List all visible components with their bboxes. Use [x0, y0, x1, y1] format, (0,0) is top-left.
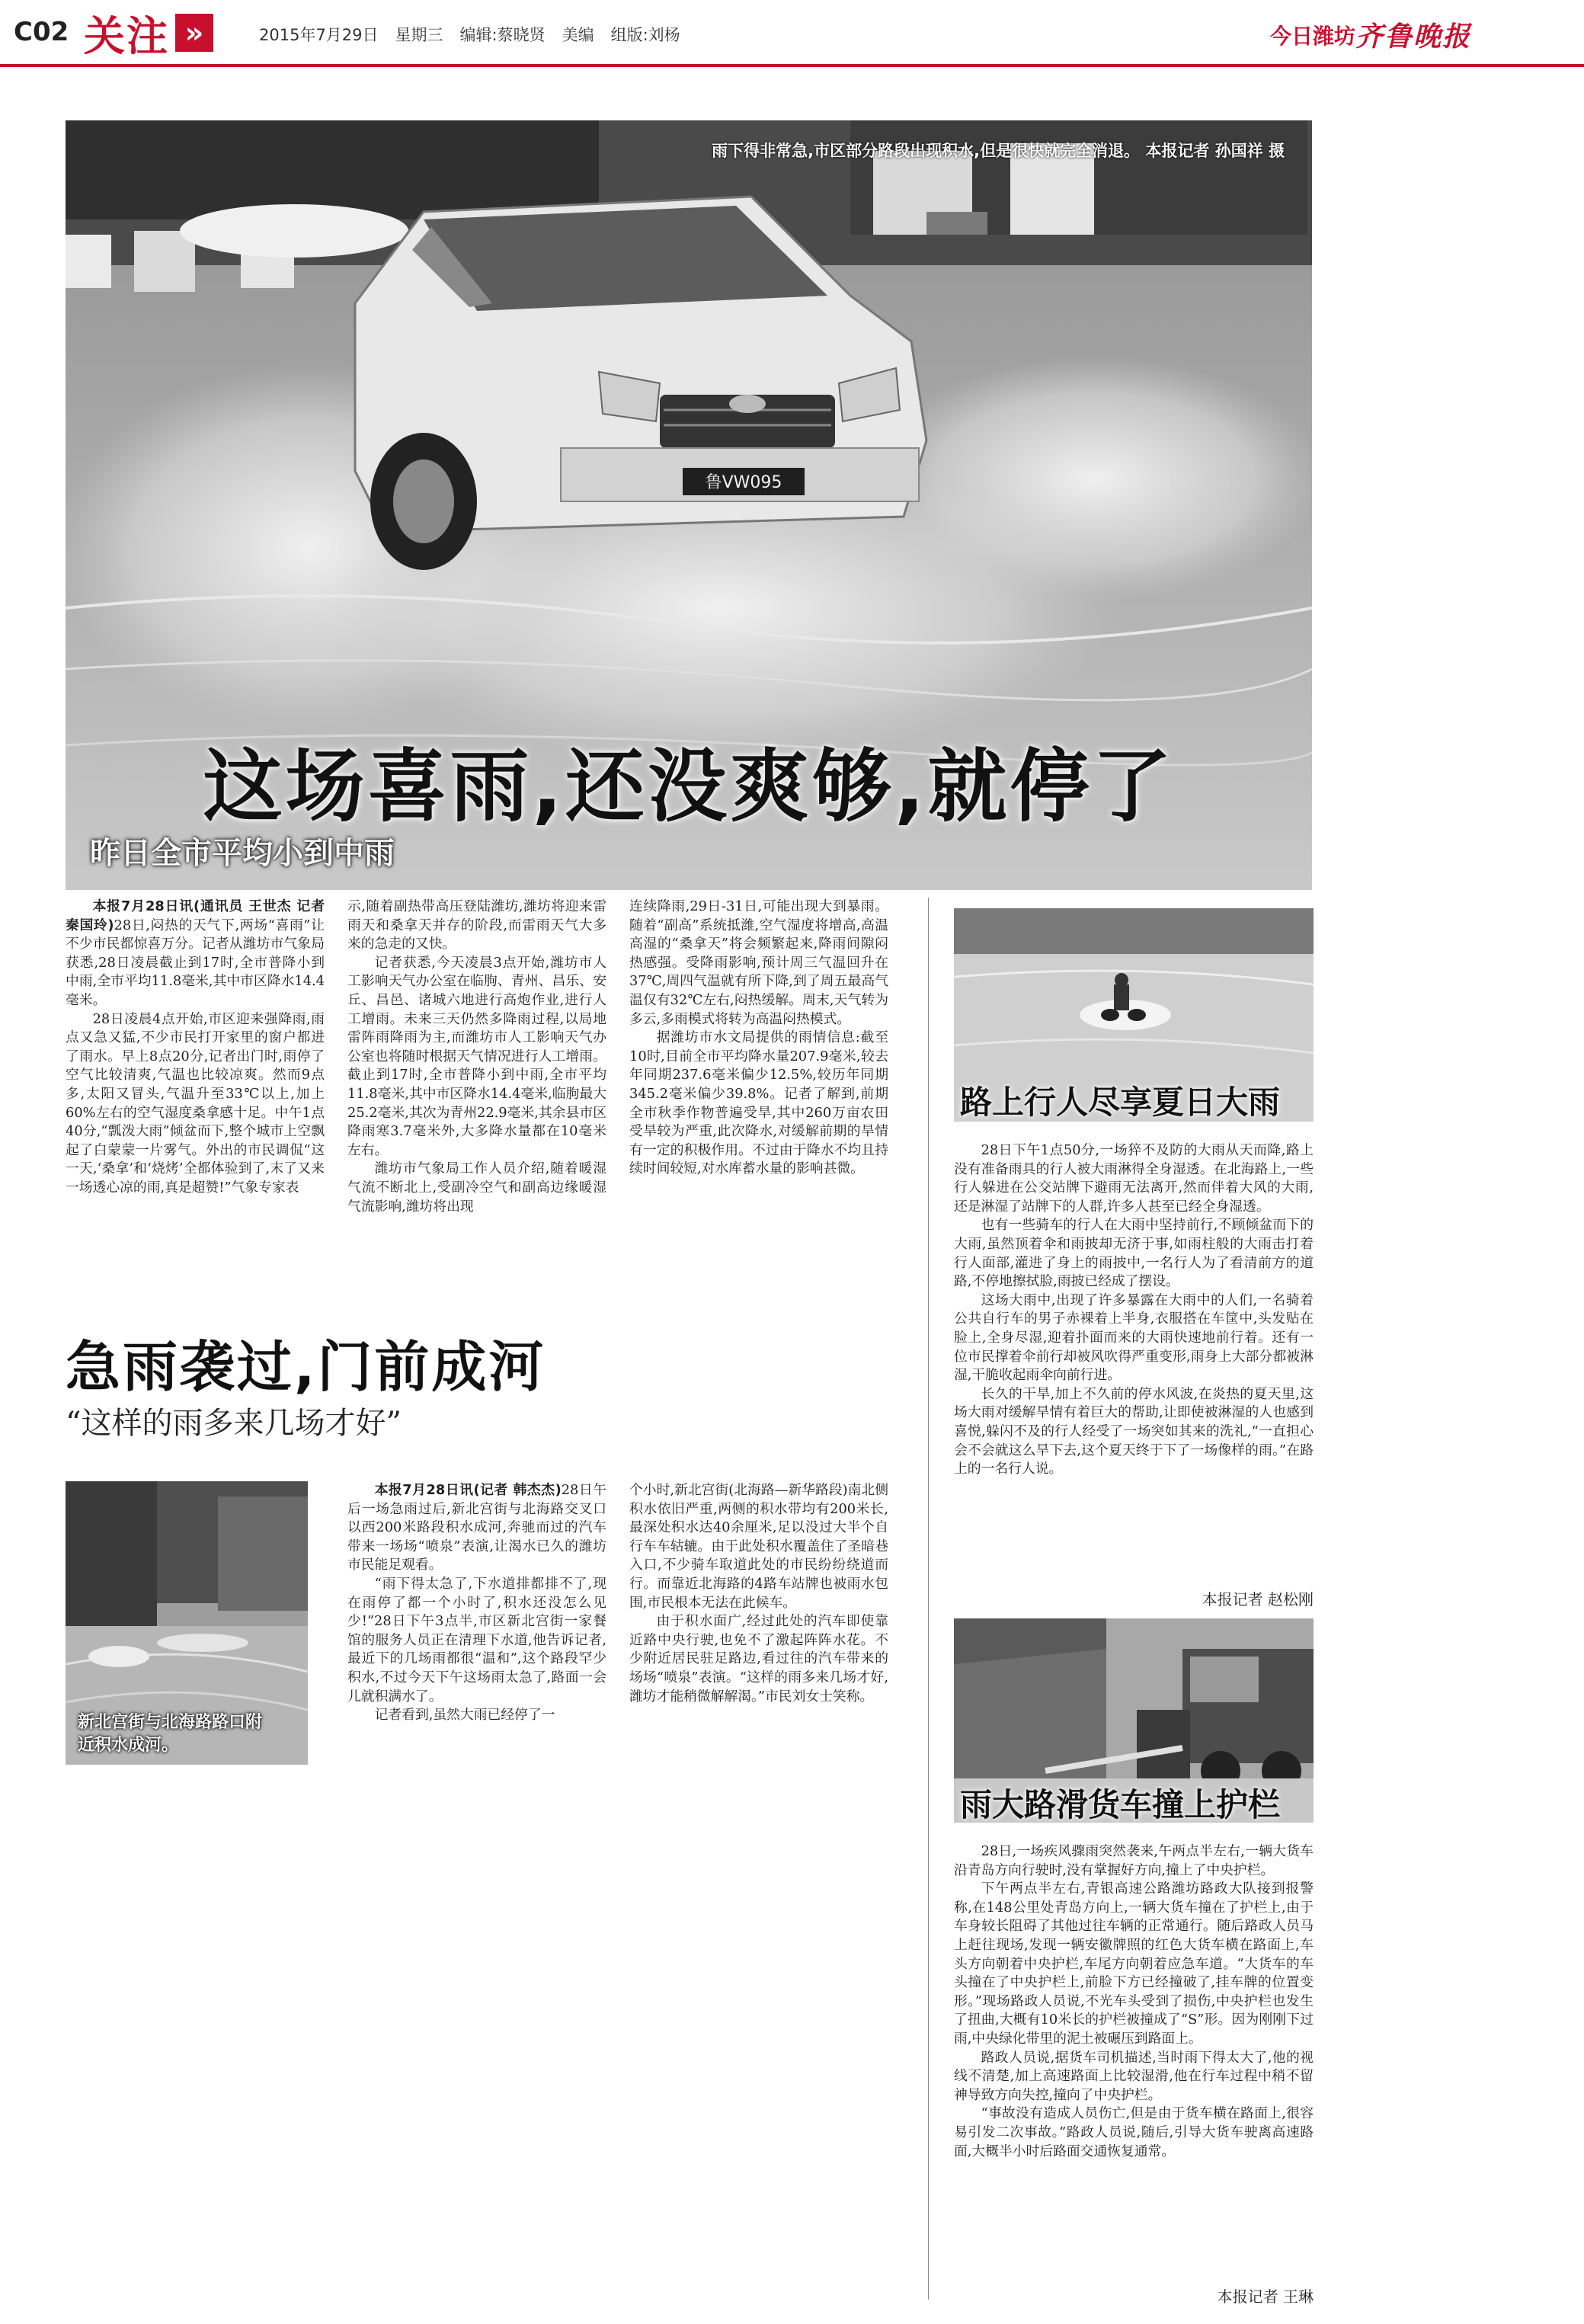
story2-paragraph: 记者看到,虽然大雨已经停了一 — [374, 1707, 555, 1724]
story2-subheadline: “这样的雨多来几场才好” — [66, 1406, 402, 1441]
issue-meta — [259, 23, 680, 46]
story4-paragraph: “事故没有造成人员伤亡,但是由于货车横在路面上,很容易引发二次事故。”路政人员说,随后,引导大货车驶离高速路面,大概半小时后路面交通恢复通常。 — [954, 2105, 1314, 2159]
story1-paragraph: 示,随着副热带高压登陆潍坊,潍坊将迎来雷雨天和桑拿天并存的阶段,而雷雨天气大多来的急走的又快。 — [347, 898, 606, 952]
story2-paragraph: 28日午后一场急雨过后,新北宫街与北海路交叉口以西200米路段积水成河,奔驰而过的汽车带来一场场“喷泉”表演,让渴水已久的潍坊市民能足观看。 — [347, 1482, 606, 1573]
story3-paragraph: 28日下午1点50分,一场猝不及防的大雨从天而降,路上没有准备雨具的行人被大雨淋得全身湿透。在北海路上,一些行人躲进在公交站牌下避雨无法离开,然而伴着大风的大雨,还是淋湿了站牌下的人群,许多人甚至已经全身湿透。 — [954, 1142, 1314, 1215]
story4-headline: 雨大路滑货车撞上护栏 — [960, 1786, 1281, 1823]
story4-paragraph: 28日,一场疾风骤雨突然袭来,午两点半左右,一辆大货车沿青岛方向行驶时,没有掌握好方向,撞上了中央护栏。 — [954, 1843, 1314, 1878]
story2-paragraph: “雨下得太急了,下水道排都排不了,现在雨停了都一个小时了,积水还没怎么见少!”28日下午3点半,市区新北宫街一家餐馆的服务人员正在清理下水道,他告诉记者,最近下的几场雨都很“温和”,这个路段罕少积水,不过今天下午这场雨太急了,路面一会儿就积满水了。 — [347, 1575, 606, 1705]
story1-column-3 — [629, 898, 888, 1179]
header-rule — [0, 64, 1584, 67]
story3-paragraph: 长久的干旱,加上不久前的停水风波,在炎热的夏天里,这场大雨对缓解旱情有着巨大的帮助,让即使被淋湿的人也感到喜悦,躲闪不及的行人经受了一场突如其来的洗礼,“一直担心会不会就这么旱下去,这个夏天终于下了一场像样的雨。”在路上的一名行人说。 — [954, 1385, 1314, 1477]
column-divider — [928, 898, 929, 2300]
issue-weekday: 星期三 — [395, 26, 443, 44]
story4-paragraph: 下午两点半左右,青银高速公路潍坊路政大队接到报警称,在148公里处青岛方向上,一辆大货车撞在了护栏上,由于车身较长阻碍了其他过往车辆的正常通行。随后路政人员马上赶往现场,发现一辆安徽牌照的红色大货车横在路面上,车头方向朝着中央护栏,车尾方向朝着应急车道。“大货车的车头撞在了中央护栏上,前脸下方已经撞破了,挂车牌的位置变形。”现场路政人员说,不光车头受到了损伤,中央护栏也发生了扭曲,大概有10米长的护栏被撞成了“S”形。因为刚刚下过雨,中央绿化带里的泥土被碾压到路面上。 — [954, 1881, 1314, 2047]
story2-column-2 — [629, 1481, 888, 1706]
flooded-photo-caption-line-1: 新北宫街与北海路路口附 — [78, 1713, 263, 1732]
story2-column-1 — [347, 1481, 606, 1725]
license-plate: 鲁VW095 — [705, 473, 782, 492]
story1-paragraph: 潍坊市气象局工作人员介绍,随着暖湿气流不断北上,受副冷空气和副高边缘暖湿气流影响,潍坊将出现 — [347, 1160, 606, 1215]
section-name: 关注 — [84, 11, 169, 60]
story3-body — [954, 1141, 1314, 1479]
story1-paragraph: 28日,闷热的天气下,两场“喜雨”让不少市民都惊喜万分。记者从潍坊市气象局获悉,28日凌晨截止到17时,全市普降小到中雨,全市平均11.8毫米,其中市区降水14.4毫米。 — [66, 917, 325, 1008]
hero-photo — [66, 120, 1312, 890]
section-tag — [84, 9, 213, 60]
page-number: C02 — [14, 17, 69, 47]
flooded-photo-caption-line-2: 近积水成河。 — [78, 1736, 179, 1755]
story1-column-2 — [347, 898, 606, 1216]
editor-credit: 编辑:蔡晓贤 — [459, 26, 546, 44]
story1-paragraph: 记者获悉,今天凌晨3点开始,潍坊市人工影响天气办公室在临朐、青州、昌乐、安丘、昌邑、诸城六地进行高炮作业,进行人工增雨。未来三天仍然多降雨过程,以局地雷阵雨降雨为主,而潍坊市人工影响天气办公室也将随时根据天气情况进行人工增雨。截止到17时,全市普降小到中雨,全市平均11.8毫米,其中市区降水14.4毫米,临朐最大25.2毫米,其次为青州22.9毫米,其余县市区降雨寒3.7毫米外,大多降水量都在10毫米左右。 — [347, 954, 606, 1158]
story3-headline: 路上行人尽享夏日大雨 — [960, 1084, 1281, 1121]
story1-paragraph: 连续降雨,29日-31日,可能出现大到暴雨。随着“副高”系统抵潍,空气湿度将增高,高温高湿的“桑拿天”将会频繁起来,降雨间隙闷热感强。受降雨影响,预计周三气温回升在37℃,周四气温就有所下降,到了周五最高气温仅有32℃左右,闷热缓解。周末,天气转为多云,多雨模式将转为高温闷热模式。 — [629, 898, 888, 1027]
story1-lead: 本报7月28日讯(通讯员 王世杰 记者 秦国玲) — [66, 898, 325, 933]
story4-paragraph: 路政人员说,据货车司机描述,当时雨下得太大了,他的视线不清楚,加上高速路面上比较湿滑,他在行车过程中稍不留神导致方向失控,撞向了中央护栏。 — [954, 2049, 1314, 2103]
story3-paragraph: 这场大雨中,出现了许多暴露在大雨中的人们,一名骑着公共自行车的男子赤裸着上半身,衣服搭在车筐中,头发贴在脸上,全身尽湿,迎着扑面而来的大雨快速地前行着。还有一位市民撑着伞前行却被风吹得严重变形,雨身上大部分都被淋湿,干脆收起雨伞向前行进。 — [954, 1292, 1314, 1384]
story2-lead: 本报7月28日讯(记者 韩杰杰) — [374, 1482, 562, 1498]
story2-paragraph: 个小时,新北宫街(北海路—新华路段)南北侧积水依旧严重,两侧的积水带均有200米长,最深处积水达40余厘米,足以没过大半个自行车车轱辘。由于此处积水覆盖住了圣暗巷入口,不少骑车取道此处的市民纷纷绕道而行。而靠近北海路的4路车站牌也被雨水包围,市民根本无法在此候车。 — [629, 1482, 888, 1611]
main-subheadline: 昨日全市平均小到中雨 — [90, 836, 395, 871]
story3-paragraph: 也有一些骑车的行人在大雨中坚持前行,不顾倾盆而下的大雨,虽然顶着伞和雨披却无济于事,如雨柱般的大雨击打着行人面部,灌进了身上的雨披中,一名行人为了看清前方的道路,不停地擦拭脸,雨披已经成了摆设。 — [954, 1217, 1314, 1290]
story1-paragraph: 据潍坊市水文局提供的雨情信息:截至10时,目前全市平均降水量207.9毫米,较去年同期237.6毫米偏少12.5%,较历年同期345.2毫米偏少39.8%。记者了解到,前期全市秋季作物普遍受旱,其中260万亩农田受旱较为严重,此次降水,对缓解前期的旱情有一定的积极作用。不过由于降水不均且持续时间较短,对水库蓄水量的影响甚微。 — [629, 1029, 888, 1177]
story1-column-1 — [66, 898, 325, 1198]
story1-paragraph: 28日凌晨4点开始,市区迎来强降雨,雨点又急又猛,不少市民打开家里的窗户都进了雨水。早上8点20分,记者出门时,雨停了空气比较清爽,气温也比较凉爽。然而9点多,太阳又冒头,气温升至33℃以上,加上60%左右的空气湿度桑拿感十足。中午1点40分,“瓢泼大雨”倾盆而下,整个城市上空飘起了白蒙蒙一片雾气。外出的市民调侃“这一天,‘桑拿’和‘烧烤’全都体验到了,末了又来一场透心凉的雨,真是超赞!”气象专家表 — [66, 1010, 325, 1196]
cyclist-in-rain-photo — [954, 908, 1314, 1122]
hero-photo-caption: 雨下得非常急,市区部分路段出现积水,但是很快就完全消退。 本报记者 孙国祥 摄 — [712, 142, 1285, 160]
story2-paragraph: 由于积水面广,经过此处的汽车即使靠近路中央行驶,也免不了激起阵阵水花。不少附近居民驻足路边,看过往的汽车带来的场场“喷泉”表演。“这样的雨多来几场才好,潍坊才能稍微解解渴。”市民刘女士笑称。 — [629, 1613, 888, 1705]
layout-credit: 组版:刘杨 — [610, 26, 680, 44]
art-credit: 美编 — [562, 26, 594, 44]
truck-crash-photo — [954, 1618, 1314, 1823]
story2-headline: 急雨袭过,门前成河 — [66, 1335, 546, 1399]
story4-byline: 本报记者 王琳 — [1217, 2287, 1314, 2306]
issue-date: 2015年7月29日 — [259, 26, 379, 44]
double-chevron-icon: » — [175, 14, 213, 52]
paper-logo: 齐鲁晚报 — [1355, 21, 1471, 53]
story3-byline: 本报记者 赵松刚 — [1202, 1590, 1314, 1609]
story4-body — [954, 1842, 1314, 2161]
flooded-street-photo — [66, 1481, 308, 1765]
main-headline: 这场喜雨,还没爽够,就停了 — [203, 740, 1175, 833]
edition-name: 今日潍坊 — [1269, 24, 1355, 49]
